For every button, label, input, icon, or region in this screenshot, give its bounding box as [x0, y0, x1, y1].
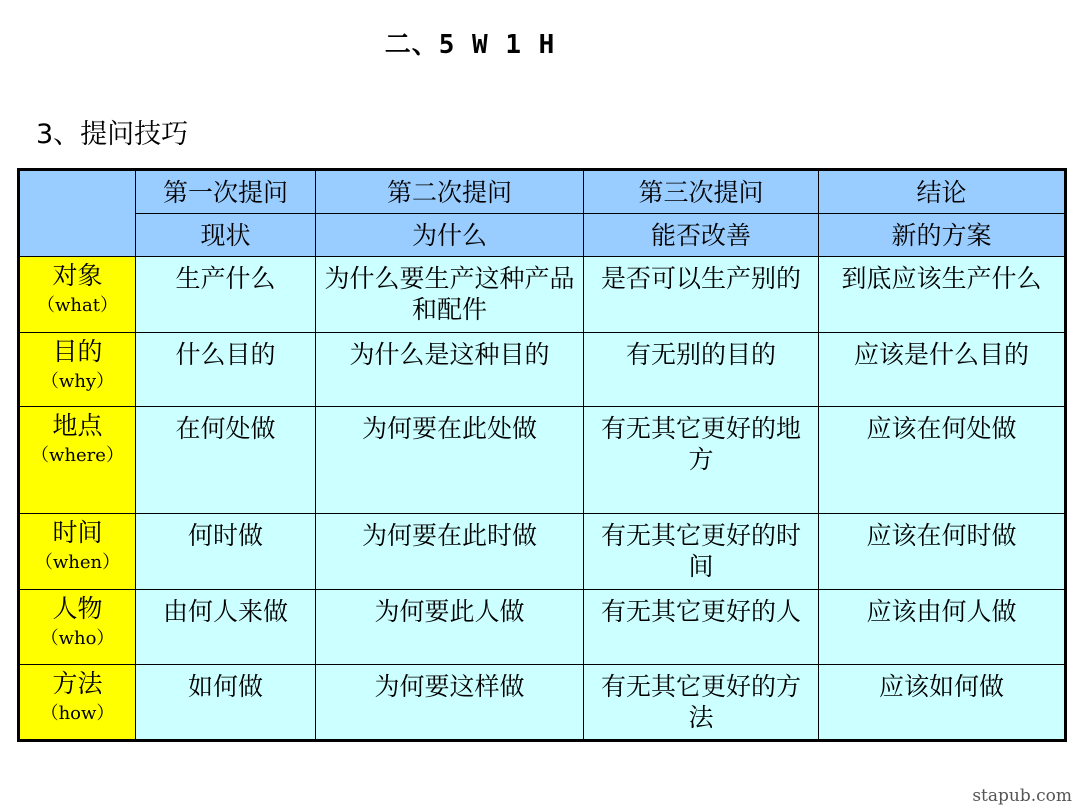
table-cell: 有无别的目的	[584, 333, 819, 407]
table-cell: 为什么是这种目的	[316, 333, 584, 407]
row-label-en: （why）	[40, 371, 115, 392]
table-row-why	[19, 333, 1066, 407]
header-improve: 能否改善	[584, 214, 819, 257]
table-cell: 有无其它更好的时间	[584, 514, 819, 590]
table-cell: 为什么要生产这种产品和配件	[316, 257, 584, 333]
row-label-en: （who）	[40, 628, 115, 649]
row-label-en: （what）	[37, 295, 118, 316]
table-cell: 为何要这样做	[316, 665, 584, 741]
table-cell: 生产什么	[136, 257, 316, 333]
row-label-cn: 目的	[52, 337, 103, 366]
slide-title: 二、5 W 1 H	[384, 30, 556, 60]
table-cell: 有无其它更好的地方	[584, 407, 819, 514]
table-cell: 是否可以生产别的	[584, 257, 819, 333]
table-row-how	[19, 665, 1066, 741]
row-label-why	[19, 333, 136, 407]
table-cell: 如何做	[136, 665, 316, 741]
row-label-when	[19, 514, 136, 590]
table-cell: 有无其它更好的方法	[584, 665, 819, 741]
header-first-question: 第一次提问	[136, 170, 316, 214]
header-third-question: 第三次提问	[584, 170, 819, 214]
row-label-what	[19, 257, 136, 333]
header-conclusion: 结论	[819, 170, 1066, 214]
table-cell: 应该在何处做	[819, 407, 1066, 514]
header-row-aspects	[19, 214, 1066, 257]
row-label-en: （where）	[31, 445, 124, 466]
table-row-who	[19, 590, 1066, 665]
row-label-where	[19, 407, 136, 514]
table-cell: 由何人来做	[136, 590, 316, 665]
table-cell: 应该由何人做	[819, 590, 1066, 665]
table-cell: 应该在何时做	[819, 514, 1066, 590]
header-current-state: 现状	[136, 214, 316, 257]
row-label-en: （how）	[40, 703, 115, 724]
row-label-cn: 对象	[52, 261, 103, 290]
section-subtitle: 3、提问技巧	[36, 119, 189, 150]
row-label-cn: 地点	[52, 411, 103, 440]
row-label-who	[19, 590, 136, 665]
table-cell: 为何要此人做	[316, 590, 584, 665]
table-cell: 为何要在此时做	[316, 514, 584, 590]
table-row-what	[19, 257, 1066, 333]
table-row-when	[19, 514, 1066, 590]
table-cell: 应该如何做	[819, 665, 1066, 741]
row-label-cn: 方法	[52, 669, 103, 698]
row-label-cn: 时间	[52, 518, 103, 547]
header-why: 为什么	[316, 214, 584, 257]
corner-cell	[19, 170, 136, 257]
row-label-en: （when）	[34, 552, 121, 573]
table-cell: 应该是什么目的	[819, 333, 1066, 407]
question-technique-table	[17, 168, 1067, 742]
header-second-question: 第二次提问	[316, 170, 584, 214]
row-label-how	[19, 665, 136, 741]
table-cell: 在何处做	[136, 407, 316, 514]
table-cell: 到底应该生产什么	[819, 257, 1066, 333]
row-label-cn: 人物	[52, 594, 103, 623]
table-row-where	[19, 407, 1066, 514]
table-cell: 有无其它更好的人	[584, 590, 819, 665]
table-cell: 什么目的	[136, 333, 316, 407]
header-row-questions	[19, 170, 1066, 214]
table-cell: 为何要在此处做	[316, 407, 584, 514]
table-cell: 何时做	[136, 514, 316, 590]
header-new-plan: 新的方案	[819, 214, 1066, 257]
watermark: stapub.com	[972, 786, 1072, 806]
